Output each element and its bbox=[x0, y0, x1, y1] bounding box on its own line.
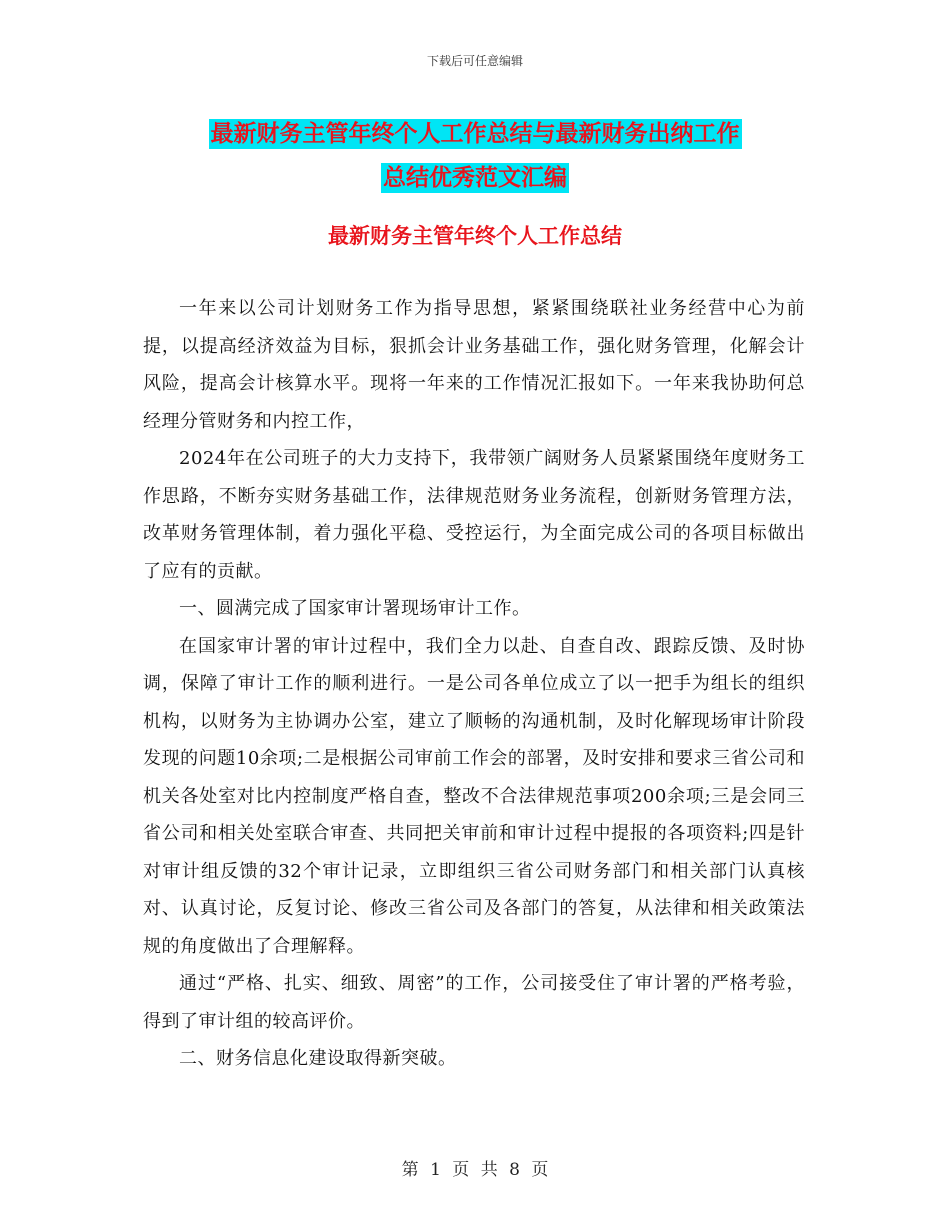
paragraph: 在国家审计署的审计过程中，我们全力以赴、自查自改、跟踪反馈、及时协调，保障了审计工作的顺利进行。一是公司各单位成立了以一把手为组长的组织机构，以财务为主协调办公室，建立了顺畅的沟通机制，及时化解现场审计阶段发现的问题10余项;二是根据公司审前工作会的部署，及时安排和要求三省公司和机关各处室对比内控制度严格自查，整改不合法律规范事项200余项;三是会同三省公司和相关处室联合审查、共同把关审前和审计过程中提报的各项资料;四是针对审计组反馈的32个审计记录，立即组织三省公司财务部门和相关部门认真核对、认真讨论，反复讨论、修改三省公司及各部门的答复，从法律和相关政策法规的角度做出了合理解释。 bbox=[143, 635, 805, 957]
document-title-line-1: 最新财务主管年终个人工作总结与最新财务出纳工作 bbox=[210, 121, 740, 147]
paragraph: 通过“严格、扎实、细致、周密”的工作，公司接受住了审计署的严格考验，得到了审计组的较高评价。 bbox=[143, 973, 805, 1032]
header-note: 下载后可任意编辑 bbox=[426, 54, 523, 68]
paragraph: 二、财务信息化建设取得新突破。 bbox=[179, 1048, 457, 1069]
document-body bbox=[143, 290, 805, 1078]
paragraph: 2024年在公司班子的大力支持下，我带领广阔财务人员紧紧围绕年度财务工作思路，不断夯实财务基础工作，法律规范财务业务流程，创新财务管理方法，改革财务管理体制，着力强化平稳、受控运行，为全面完成公司的各项目标做出了应有的贡献。 bbox=[143, 448, 805, 582]
section-title: 最新财务主管年终个人工作总结 bbox=[328, 224, 622, 248]
paragraph: 一、圆满完成了国家审计署现场审计工作。 bbox=[179, 598, 531, 619]
document-title bbox=[0, 112, 950, 200]
page-number-footer: 第 1 页 共 8 页 bbox=[401, 1160, 549, 1180]
document-title-line-2: 总结优秀范文汇编 bbox=[383, 165, 567, 191]
paragraph: 一年来以公司计划财务工作为指导思想，紧紧围绕联社业务经营中心为前提，以提高经济效益为目标，狠抓会计业务基础工作，强化财务管理，化解会计风险，提高会计核算水平。现将一年来的工作情况汇报如下。一年来我协助何总经理分管财务和内控工作， bbox=[143, 298, 805, 432]
